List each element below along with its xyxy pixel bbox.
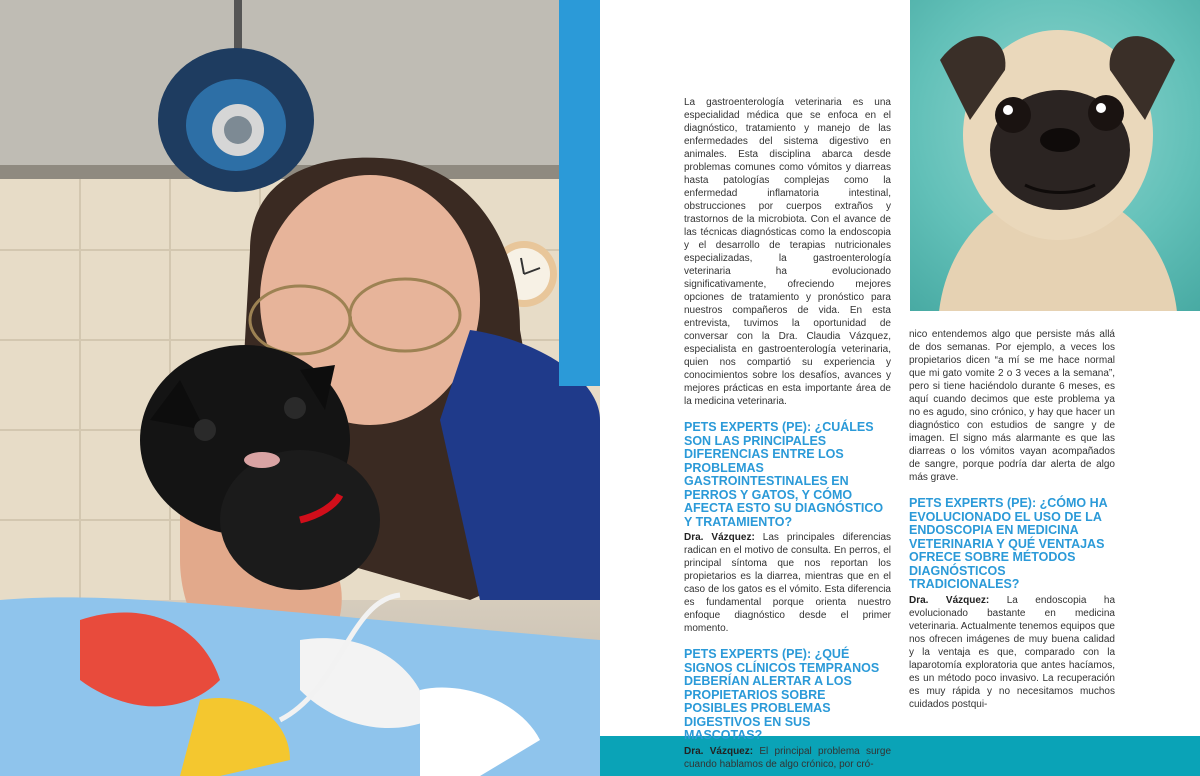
article-column-2 — [909, 328, 1115, 711]
question-3-heading: PETS EXPERTS (PE): ¿CÓMO HA EVOLUCIONADO EL USO DE LA ENDOSCOPIA EN MEDICINA VETERINARIA Y QUÉ VENTAJAS OFRECE SOBRE MÉTODOS DIAGNÓSTICOS TRADICIONALES? — [909, 496, 1108, 591]
photo-pug-teal — [910, 0, 1200, 311]
answer-3-speaker: Dra. Vázquez: — [909, 594, 990, 606]
answer-3 — [909, 594, 1115, 711]
question-1-heading: PETS EXPERTS (PE): ¿CUÁLES SON LAS PRINCIPALES DIFERENCIAS ENTRE LOS PROBLEMAS GASTROINTESTINALES EN PERROS Y GATOS, Y CÓMO AFECTA ESTO SU DIAGNÓSTICO Y TRATAMIENTO? — [684, 420, 884, 529]
accent-bar — [559, 0, 600, 386]
answer-2 — [684, 745, 891, 771]
intro-paragraph: La gastroenterología veterinaria es una especialidad médica que se enfoca en el diagnóstico, tratamiento y manejo de las enfermedades del sistema digestivo en animales. Esta disciplina abarca desde problemas comunes como vómitos y diarreas hasta patologías complejas como la enfermedad inflamatoria intestinal, obstrucciones por cuerpos extraños y trastornos de la microbiota. Con el avance de las técnicas diagnósticas como la endoscopia y el desarrollo de terapias nutricionales especializadas, la gastroenterología veterinaria ha evolucionado significativamente, ofreciendo mejores opciones de tratamiento y pronóstico para nuestros compañeros de vida. En esta entrevista, tuvimos la oportunidad de conversar con la Dra. Claudia Vázquez, especialista en gastroenterología veterinaria, quien nos compartió su experiencia y conocimientos sobre los desafíos, avances y mejores prácticas en esta importante área de la medicina veterinaria. — [684, 97, 891, 407]
answer-3-text: La endoscopia ha evolucionado bastante en medicina veterinaria. Actualmente tenemos equipos que nos ofrecen imágenes de muy buena calidad y la ventaja es que, comparado con la laparotomía exploratoria que antes hacíamos, es un método poco invasivo. La recuperación es muy rápida y no necesitamos muchos cuidados postqui- — [909, 594, 1115, 710]
answer-2-speaker: Dra. Vázquez: — [684, 745, 754, 757]
article-column-1 — [684, 96, 891, 771]
answer-1-text: Las principales diferencias radican en el motivo de consulta. En perros, el principal síntoma que nos reportan los propietarios es la diarrea, mientras que en el caso de los gatos es el vómito. Esta diferencia es fundamental porque orienta nuestro enfoque diagnóstico desde el primer momento. — [684, 532, 891, 634]
answer-1 — [684, 531, 891, 635]
question-2-heading: PETS EXPERTS (PE): ¿QUÉ SIGNOS CLÍNICOS TEMPRANOS DEBERÍAN ALERTAR A LOS PROPIETARIOS SOBRE POSIBLES PROBLEMAS DIGESTIVOS EN SUS MASCOTAS? — [684, 647, 880, 742]
answer-2-text: El principal problema surge cuando hablamos de algo crónico, por cró- — [684, 745, 892, 770]
answer-2-continued: nico entendemos algo que persiste más allá de dos semanas. Por ejemplo, a veces los propietarios dicen “a mí se me hace normal que mi gato vomite 2 o 3 veces a la semana”, pero si tiene haciéndolo durante 6 meses, es aquí cuando decimos que este problema ya no es agudo, sino crónico, y hay que hacer un diagnóstico con estudios de sangre y de imagen. El signo más alarmante es que las diarreas o los vómitos vayan acompañados de sangre, porque podría dar alerta de algo más grave. — [909, 329, 1115, 483]
answer-1-speaker: Dra. Vázquez: — [684, 532, 755, 543]
